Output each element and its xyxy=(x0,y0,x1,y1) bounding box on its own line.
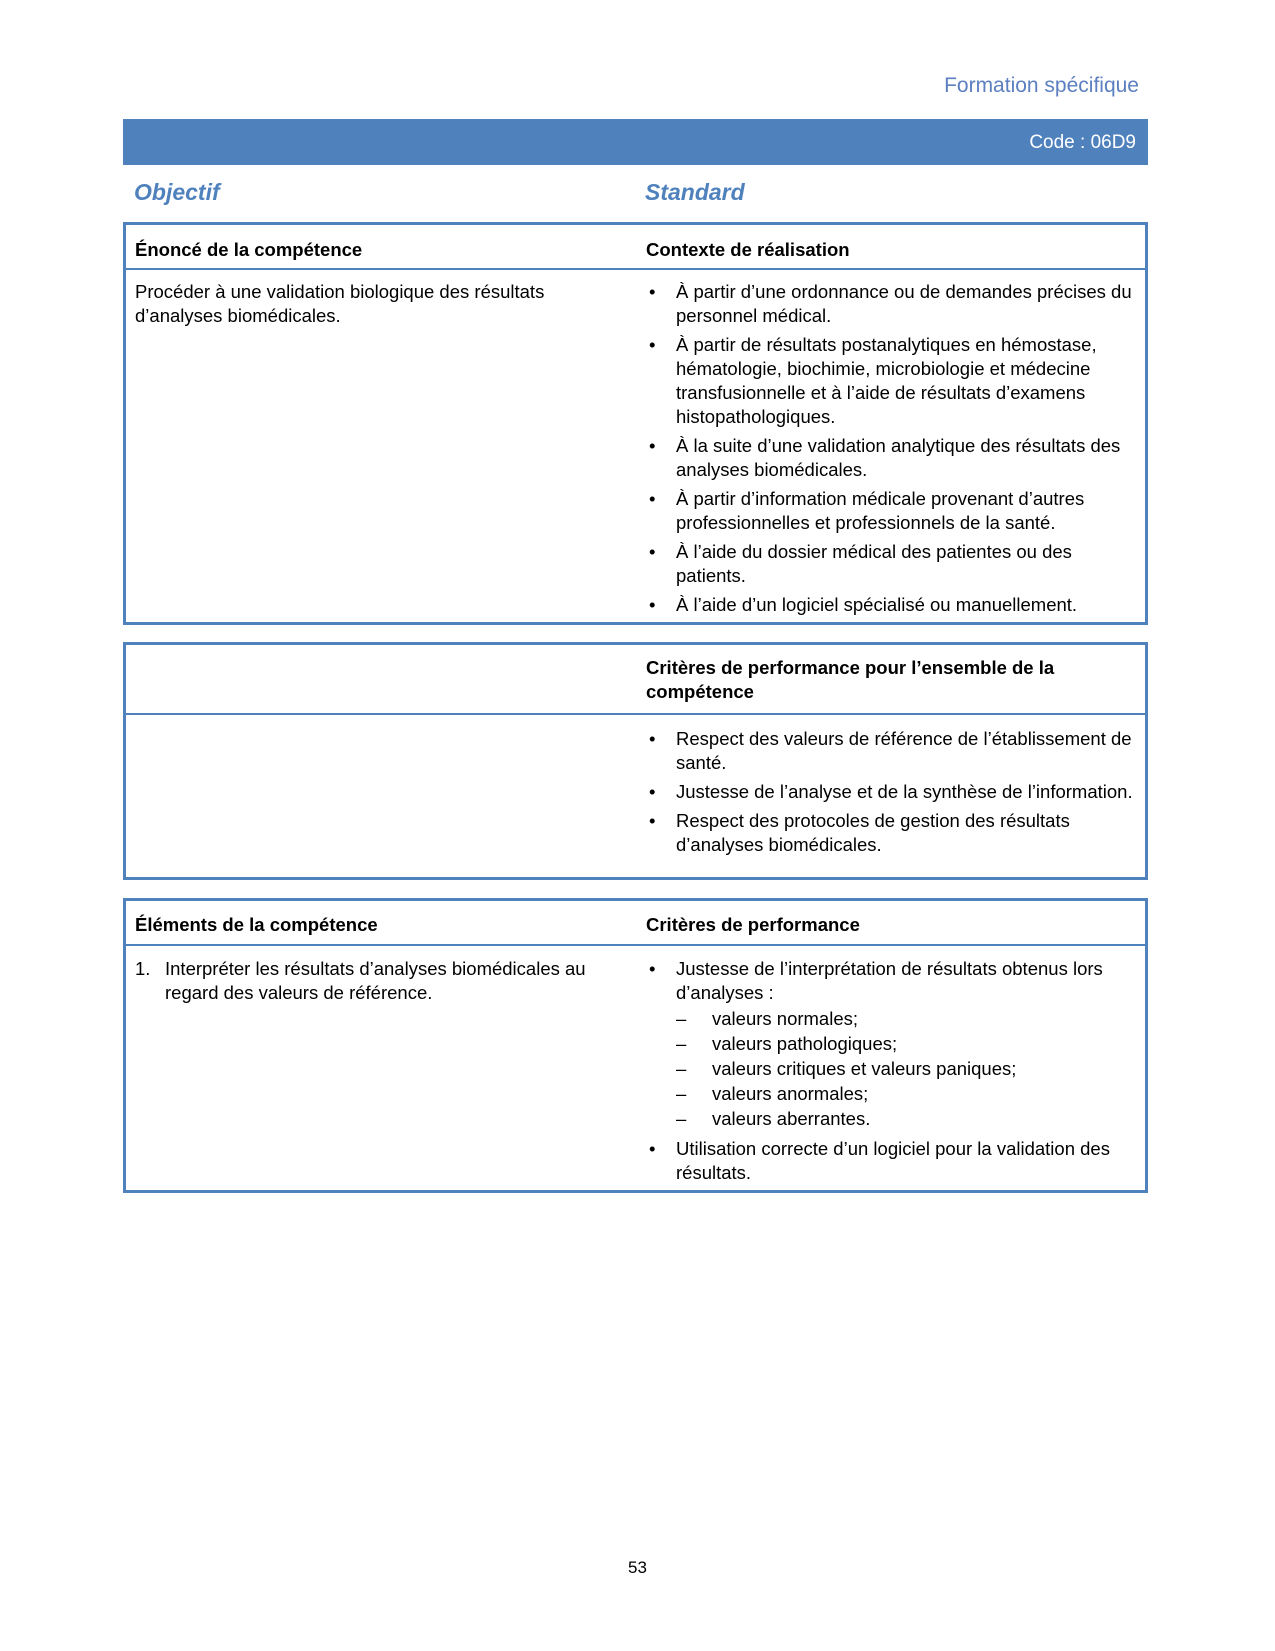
dash-icon: – xyxy=(676,1083,687,1104)
list-item: • Respect des protocoles de gestion des résultats d’analyses biomédicales. xyxy=(649,810,1070,855)
element-number: 1. xyxy=(135,958,151,979)
competence-statement-header: Énoncé de la compétence xyxy=(135,239,363,260)
page-number: 53 xyxy=(628,1558,647,1577)
bullet-icon: • xyxy=(649,1138,656,1159)
performance-criteria-header: Critères de performance xyxy=(646,914,860,935)
competence-element xyxy=(135,957,620,1005)
value-types-list xyxy=(676,1007,1141,1131)
bullet-icon: • xyxy=(649,810,656,831)
competence-statement-table xyxy=(123,222,1148,625)
dash-icon: – xyxy=(676,1058,687,1079)
list-item: • À partir de résultats postanalytiques en hémostase, hématologie, biochimie, microbiologie et médecine transfusionnelle et à l’aide de résultats d’examens histopathologiques. xyxy=(649,334,1097,427)
dash-icon: – xyxy=(676,1033,687,1054)
bullet-icon: • xyxy=(649,334,656,355)
elements-header: Éléments de la compétence xyxy=(135,914,378,935)
bullet-icon: • xyxy=(649,728,656,749)
list-item: • Justesse de l’interprétation de résultats obtenus lors d’analyses : – valeurs normales; – valeurs pathologiques; – valeurs critiques et valeurs paniques; – valeurs anormales; – valeurs aberrantes. xyxy=(646,957,1141,1131)
table-header-row xyxy=(126,901,1145,946)
list-item: • Justesse de l’analyse et de la synthèse de l’information. xyxy=(649,781,1133,802)
list-item: • À partir d’une ordonnance ou de demandes précises du personnel médical. xyxy=(649,281,1132,326)
bullet-icon: • xyxy=(649,488,656,509)
overall-performance-criteria-table xyxy=(123,642,1148,880)
standard-heading: Standard xyxy=(645,179,745,205)
bullet-icon: • xyxy=(649,435,656,456)
context-header: Contexte de réalisation xyxy=(646,239,850,260)
list-item: – valeurs normales; xyxy=(676,1008,859,1029)
bullet-icon: • xyxy=(649,958,656,979)
table-header-row xyxy=(126,645,1145,715)
element-text: Interpréter les résultats d’analyses biomédicales au regard des valeurs de référence. xyxy=(165,958,586,1003)
competency-code: Code : 06D9 xyxy=(1029,132,1136,153)
dash-icon: – xyxy=(676,1008,687,1029)
list-item: – valeurs anormales; xyxy=(676,1083,869,1104)
bullet-icon: • xyxy=(649,594,656,615)
list-item: • À la suite d’une validation analytique des résultats des analyses biomédicales. xyxy=(649,435,1121,480)
list-item: • À partir d’information médicale provenant d’autres professionnelles et professionnels de la santé. xyxy=(649,488,1085,533)
list-item: • À l’aide du dossier médical des patientes ou des patients. xyxy=(649,541,1072,586)
list-item: • À l’aide d’un logiciel spécialisé ou manuellement. xyxy=(649,594,1078,615)
context-list xyxy=(646,280,1141,622)
list-item: • Utilisation correcte d’un logiciel pour la validation des résultats. xyxy=(649,1138,1110,1183)
overall-criteria-list xyxy=(646,727,1141,862)
list-item: • Respect des valeurs de référence de l’établissement de santé. xyxy=(649,728,1132,773)
code-banner xyxy=(123,119,1148,165)
competence-elements-table xyxy=(123,898,1148,1193)
overall-criteria-header: Critères de performance pour l’ensemble de la compétence xyxy=(646,657,1055,702)
bullet-icon: • xyxy=(649,541,656,562)
list-item: – valeurs aberrantes. xyxy=(676,1108,871,1129)
competence-statement-text: Procéder à une validation biologique des résultats d’analyses biomédicales. xyxy=(135,281,545,326)
document-section-title: Formation spécifique xyxy=(944,74,1139,97)
table-header-row xyxy=(126,225,1145,270)
list-item: – valeurs pathologiques; xyxy=(676,1033,898,1054)
performance-criteria-list xyxy=(646,957,1141,1190)
dash-icon: – xyxy=(676,1108,687,1129)
bullet-icon: • xyxy=(649,781,656,802)
bullet-icon: • xyxy=(649,281,656,302)
objectif-heading: Objectif xyxy=(134,179,220,205)
list-item: – valeurs critiques et valeurs paniques; xyxy=(676,1058,1017,1079)
